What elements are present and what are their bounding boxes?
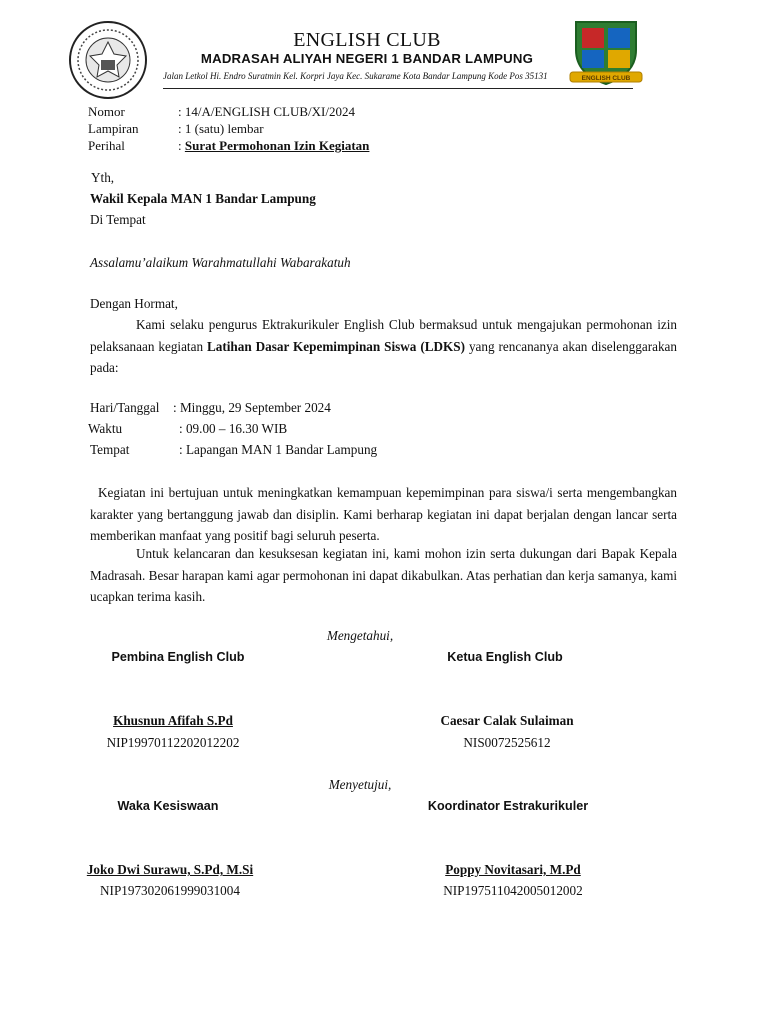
- waka-nip: NIP197302061999031004: [100, 883, 240, 898]
- date-value: : Minggu, 29 September 2024: [173, 400, 331, 415]
- school-address: Jalan Letkol Hi. Endro Suratmin Kel. Korpri Jaya Kec. Sukarame Kota Bandar Lampung Kode Pos 35131: [163, 71, 548, 81]
- time-label: Waktu: [88, 421, 123, 436]
- english-club-shield-logo: [568, 16, 644, 88]
- yth: Yth,: [91, 170, 115, 185]
- recipient-name: Wakil Kepala MAN 1 Bandar Lampung: [90, 191, 316, 206]
- perihal-value: Surat Permohonan Izin Kegiatan: [184, 138, 370, 153]
- perihal-value-wrap: [178, 138, 369, 154]
- place-value: : Lapangan MAN 1 Bandar Lampung: [179, 442, 378, 457]
- waka-title: Waka Kesiswaan: [117, 799, 219, 813]
- paragraph-1-after: yang rencananya akan diselenggarakan pada:: [90, 338, 678, 375]
- menyetujui-label: Menyetujui,: [328, 777, 392, 792]
- school-name: MADRASAH ALIYAH NEGERI 1 BANDAR LAMPUNG: [200, 51, 534, 66]
- ketua-title: Ketua English Club: [447, 650, 563, 664]
- paragraph-1-before: Kami selaku pengurus Ektrakurikuler English Club bermaksud untuk mengajukan permohonan izin pelaksanaan kegiatan: [90, 317, 677, 354]
- recipient-place: Di Tempat: [90, 212, 146, 227]
- pembina-title: Pembina English Club: [111, 650, 245, 664]
- perihal-label: Perihal: [88, 138, 125, 153]
- date-label: Hari/Tanggal: [90, 400, 160, 415]
- nomor-row: [88, 104, 488, 122]
- ketua-nis: NIS0072525612: [463, 735, 551, 750]
- paragraph-1: [90, 314, 677, 379]
- greeting: Assalamu’alaikum Warahmatullahi Wabarakatuh: [90, 255, 351, 270]
- lampiran-row: [88, 121, 488, 139]
- event-name: Latihan Dasar Kepemimpinan Siswa (LDKS): [206, 338, 466, 354]
- waka-name: Joko Dwi Surawu, S.Pd, M.Si: [86, 862, 254, 877]
- shield-banner-text: ENGLISH CLUB: [581, 75, 631, 82]
- koordinator-title: Koordinator Estrakurikuler: [427, 799, 589, 813]
- pembina-name: Khusnun Afifah S.Pd: [113, 713, 233, 728]
- time-value: : 09.00 – 16.30 WIB: [179, 421, 288, 436]
- pembina-nip: NIP19970112202012202: [106, 735, 240, 750]
- mengetahui-label: Mengetahui,: [326, 628, 394, 643]
- paragraph-3: Untuk kelancaran dan kesuksesan kegiatan ini, kami mohon izin serta dukungan dari Bapak Kepala Madrasah. Besar harapan kami agar permohonan ini dapat dikabulkan. Atas perhatian dan kerja samanya, kami ucapkan terima kasih.: [90, 546, 677, 604]
- lampiran-value: : 1 (satu) lembar: [178, 121, 264, 136]
- perihal-colon: :: [178, 138, 182, 153]
- koordinator-name: Poppy Novitasari, M.Pd: [445, 862, 581, 877]
- lampiran-label: Lampiran: [88, 121, 139, 136]
- opening: Dengan Hormat,: [90, 296, 178, 311]
- koordinator-nip: NIP197511042005012002: [443, 883, 583, 898]
- header-divider: [163, 88, 633, 89]
- nomor-value: : 14/A/ENGLISH CLUB/XI/2024: [178, 104, 355, 119]
- place-label: Tempat: [90, 442, 130, 457]
- perihal-row: [88, 138, 488, 156]
- club-title: ENGLISH CLUB: [293, 29, 441, 51]
- ketua-name: Caesar Calak Sulaiman: [440, 713, 574, 728]
- paragraph-2: Kegiatan ini bertujuan untuk meningkatkan kemampuan kepemimpinan para siswa/i serta mengembangkan karakter yang bertanggung jawab dan disiplin. Kami berharap kegiatan ini dapat berjalan dengan lancar serta memberikan manfaat yang positif bagi seluruh peserta.: [90, 485, 677, 543]
- nomor-label: Nomor: [88, 104, 125, 119]
